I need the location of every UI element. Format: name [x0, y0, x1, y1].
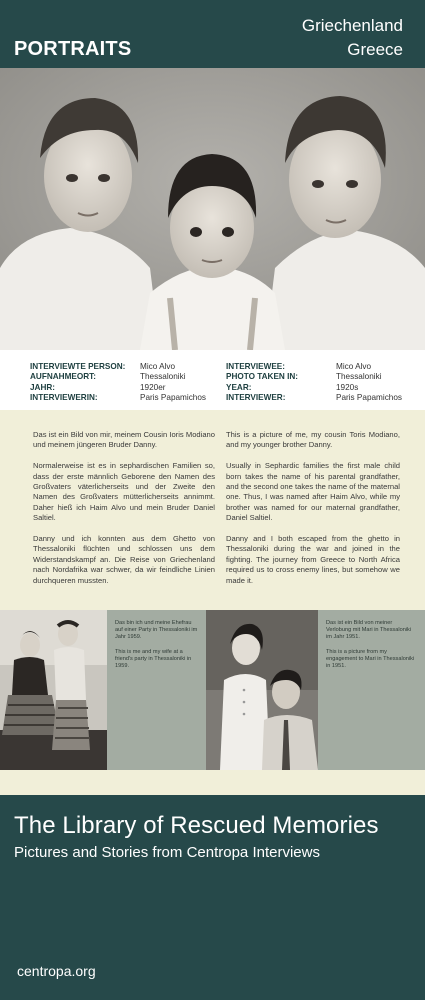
info-value: Thessaloniki: [336, 372, 382, 382]
library-subtitle: Pictures and Stories from Centropa Interviews: [14, 844, 320, 861]
party-caption: [107, 610, 206, 770]
region-label: [302, 14, 403, 62]
engagement-caption: [318, 610, 425, 770]
info-label: INTERVIEWTE PERSON:: [30, 362, 126, 371]
story-paragraph: Normalerweise ist es in sephardischen Familien so, dass der erste männlich Geborene den Namen des Großvaters väterlicherseits und der Zweite den Namen des Großvaters mütterlicherseits annimmt. Daher hieß ich Haim Alvo und mein Bruder Daniel Saltiel.: [33, 461, 215, 523]
website-link[interactable]: centropa.org: [17, 963, 96, 979]
info-label: PHOTO TAKEN IN:: [226, 372, 299, 382]
story-text-section: [0, 410, 425, 610]
caption-de: Das ist ein Bild von meiner Verlobung mit Mari in Thessaloniki im Jahr 1951.: [326, 620, 412, 641]
info-value: Mico Alvo: [140, 362, 176, 371]
divider-strip: [0, 770, 425, 795]
story-paragraph: Danny und ich konnten aus dem Ghetto von Thessaloniki flüchten und schlossen uns dem Widerstandskampf an. Die Reise von Griechenland nach Nordafrika war schwer, da wir feindliche Linien durchqueren mussten.: [33, 534, 215, 585]
engagement-photo: [206, 610, 318, 770]
info-value: Paris Papamichos: [140, 393, 206, 403]
region-de: Griechenland: [301, 16, 403, 35]
info-label: INTERVIEWEE:: [226, 362, 285, 371]
header-bar: [0, 0, 425, 68]
info-label: AUFNAHMEORT:: [30, 372, 96, 382]
interview-info: [0, 350, 425, 410]
info-row: [30, 383, 206, 393]
info-value: Mico Alvo: [336, 362, 372, 371]
info-label: INTERVIEWER:: [226, 393, 286, 403]
info-value: 1920s: [336, 382, 359, 392]
info-value: Thessaloniki: [140, 372, 186, 382]
page-title: PORTRAITS: [14, 38, 132, 60]
story-german: [33, 430, 215, 596]
story-paragraph: Das ist ein Bild von mir, meinem Cousin Ioris Modiano und meinem jüngeren Bruder Danny.: [33, 430, 215, 450]
info-row: [226, 372, 402, 382]
caption-de: Das bin ich und meine Ehefrau auf einer Party in Thessaloniki im Jahr 1959.: [115, 620, 198, 641]
info-row: [30, 393, 206, 403]
info-label: INTERVIEWERIN:: [30, 393, 98, 403]
info-label: YEAR:: [226, 382, 252, 392]
info-value: Paris Papamichos: [336, 393, 402, 403]
party-photo: [0, 610, 107, 770]
story-english: [226, 430, 400, 596]
library-title: The Library of Rescued Memories: [14, 812, 379, 839]
main-portrait-photo: [0, 68, 425, 350]
info-row: [30, 372, 206, 382]
info-row: [226, 383, 402, 393]
caption-en: This is me and my wife at a friend's party in Thessaloniki in 1959.: [115, 648, 192, 670]
info-value: 1920er: [140, 382, 166, 392]
info-german: [30, 362, 206, 404]
info-label: JAHR:: [30, 382, 56, 392]
story-paragraph: Usually in Sephardic families the first male child born takes the name of his parental grandfather, and the second one takes the name of the maternal one. Thus, I was named after Haim Alvo, while my brother was named for our maternal grandfather, Daniel Saltiel.: [226, 461, 400, 523]
photo-band: [0, 610, 425, 770]
region-en: Greece: [347, 40, 403, 59]
story-paragraph: Danny and I both escaped from the ghetto in Thessaloniki during the war and joined in the fighting. The journey from Greece to North Africa required us to cross enemy lines, but somehow we made it.: [226, 534, 400, 585]
info-english: [226, 362, 402, 404]
info-row: [226, 393, 402, 403]
info-row: [30, 362, 206, 372]
caption-en: This is a picture from my engagement to Mari in Thessaloniki in 1951.: [326, 648, 415, 670]
footer: [0, 795, 425, 1000]
info-row: [226, 362, 402, 372]
story-paragraph: This is a picture of me, my cousin Toris Modiano, and my younger brother Danny.: [226, 430, 400, 450]
